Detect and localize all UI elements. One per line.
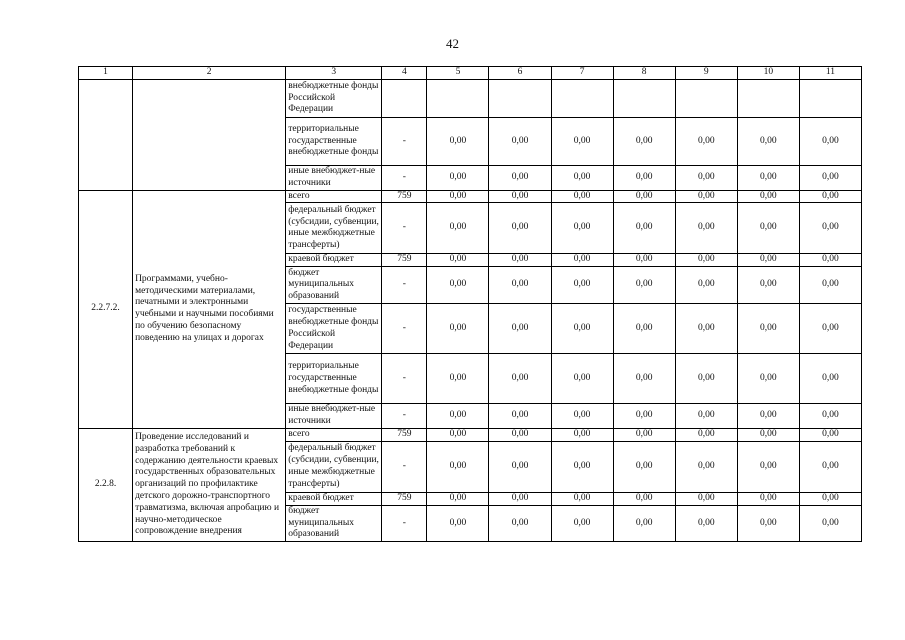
amount-cell: 0,00 bbox=[489, 254, 551, 267]
amount-cell: 0,00 bbox=[737, 492, 799, 505]
amount-cell: 0,00 bbox=[737, 354, 799, 404]
amount-cell: 0,00 bbox=[489, 441, 551, 492]
column-number-5: 5 bbox=[427, 67, 489, 80]
budget-code bbox=[382, 80, 427, 118]
item-number bbox=[79, 80, 133, 191]
amount-cell: 0,00 bbox=[427, 203, 489, 254]
amount-cell: 0,00 bbox=[799, 492, 861, 505]
amount-cell: 0,00 bbox=[551, 404, 613, 429]
budget-code: - bbox=[382, 203, 427, 254]
funding-source: иные внебюджет-ные источники bbox=[286, 404, 382, 429]
budget-code: - bbox=[382, 404, 427, 429]
item-name: Программами, учебно-методическими материалами, печатными и электронными учебными и научными пособиями по обучению безопасному поведению на улицах и дорогах bbox=[133, 190, 286, 428]
amount-cell: 0,00 bbox=[737, 505, 799, 541]
amount-cell: 0,00 bbox=[675, 404, 737, 429]
amount-cell: 0,00 bbox=[613, 492, 675, 505]
amount-cell: 0,00 bbox=[737, 404, 799, 429]
item-number: 2.2.8. bbox=[79, 428, 133, 541]
amount-cell: 0,00 bbox=[613, 118, 675, 166]
item-name bbox=[133, 80, 286, 191]
amount-cell: 0,00 bbox=[427, 354, 489, 404]
amount-cell: 0,00 bbox=[613, 203, 675, 254]
amount-cell: 0,00 bbox=[737, 304, 799, 354]
funding-source: бюджет муниципальных образований bbox=[286, 505, 382, 541]
column-number-7: 7 bbox=[551, 67, 613, 80]
amount-cell: 0,00 bbox=[613, 267, 675, 304]
amount-cell: 0,00 bbox=[613, 254, 675, 267]
table-body bbox=[79, 67, 862, 542]
funding-source: иные внебюджет-ные источники bbox=[286, 166, 382, 191]
amount-cell: 0,00 bbox=[613, 505, 675, 541]
amount-cell bbox=[489, 80, 551, 118]
amount-cell: 0,00 bbox=[675, 190, 737, 203]
amount-cell: 0,00 bbox=[613, 428, 675, 441]
amount-cell bbox=[613, 80, 675, 118]
budget-code: - bbox=[382, 118, 427, 166]
amount-cell: 0,00 bbox=[489, 118, 551, 166]
budget-code: - bbox=[382, 354, 427, 404]
funding-source: бюджет муниципальных образований bbox=[286, 267, 382, 304]
column-number-2: 2 bbox=[133, 67, 286, 80]
amount-cell: 0,00 bbox=[737, 267, 799, 304]
amount-cell: 0,00 bbox=[675, 254, 737, 267]
amount-cell: 0,00 bbox=[675, 267, 737, 304]
funding-source: краевой бюджет bbox=[286, 492, 382, 505]
amount-cell: 0,00 bbox=[675, 505, 737, 541]
amount-cell: 0,00 bbox=[799, 441, 861, 492]
amount-cell: 0,00 bbox=[427, 267, 489, 304]
item-number: 2.2.7.2. bbox=[79, 190, 133, 428]
amount-cell: 0,00 bbox=[737, 118, 799, 166]
budget-code: - bbox=[382, 166, 427, 191]
amount-cell: 0,00 bbox=[799, 166, 861, 191]
amount-cell: 0,00 bbox=[675, 441, 737, 492]
amount-cell: 0,00 bbox=[489, 404, 551, 429]
amount-cell: 0,00 bbox=[489, 190, 551, 203]
column-number-4: 4 bbox=[382, 67, 427, 80]
amount-cell: 0,00 bbox=[799, 118, 861, 166]
amount-cell: 0,00 bbox=[799, 505, 861, 541]
table-row bbox=[79, 428, 862, 441]
amount-cell: 0,00 bbox=[489, 203, 551, 254]
funding-source: федеральный бюджет (субсидии, субвенции, иные межбюджетные трансферты) bbox=[286, 203, 382, 254]
amount-cell: 0,00 bbox=[799, 304, 861, 354]
funding-source: всего bbox=[286, 190, 382, 203]
budget-table bbox=[78, 66, 862, 542]
amount-cell: 0,00 bbox=[737, 166, 799, 191]
amount-cell bbox=[675, 80, 737, 118]
amount-cell: 0,00 bbox=[675, 428, 737, 441]
amount-cell: 0,00 bbox=[613, 441, 675, 492]
amount-cell: 0,00 bbox=[675, 166, 737, 191]
amount-cell: 0,00 bbox=[613, 190, 675, 203]
amount-cell: 0,00 bbox=[675, 492, 737, 505]
amount-cell: 0,00 bbox=[427, 166, 489, 191]
amount-cell: 0,00 bbox=[551, 441, 613, 492]
funding-source: государственные внебюджетные фонды Российской Федерации bbox=[286, 304, 382, 354]
column-number-8: 8 bbox=[613, 67, 675, 80]
amount-cell bbox=[737, 80, 799, 118]
amount-cell: 0,00 bbox=[427, 505, 489, 541]
amount-cell: 0,00 bbox=[427, 404, 489, 429]
amount-cell: 0,00 bbox=[551, 304, 613, 354]
column-number-row bbox=[79, 67, 862, 80]
column-number-1: 1 bbox=[79, 67, 133, 80]
amount-cell: 0,00 bbox=[551, 267, 613, 304]
funding-source: всего bbox=[286, 428, 382, 441]
amount-cell bbox=[551, 80, 613, 118]
amount-cell bbox=[799, 80, 861, 118]
amount-cell: 0,00 bbox=[675, 203, 737, 254]
amount-cell: 0,00 bbox=[551, 354, 613, 404]
amount-cell: 0,00 bbox=[551, 166, 613, 191]
funding-source: федеральный бюджет (субсидии, субвенции, иные межбюджетные трансферты) bbox=[286, 441, 382, 492]
column-number-10: 10 bbox=[737, 67, 799, 80]
amount-cell: 0,00 bbox=[737, 254, 799, 267]
amount-cell: 0,00 bbox=[799, 203, 861, 254]
column-number-11: 11 bbox=[799, 67, 861, 80]
budget-code: 759 bbox=[382, 492, 427, 505]
column-number-6: 6 bbox=[489, 67, 551, 80]
budget-code: 759 bbox=[382, 190, 427, 203]
page-number: 42 bbox=[446, 36, 459, 51]
amount-cell: 0,00 bbox=[737, 203, 799, 254]
amount-cell: 0,00 bbox=[427, 428, 489, 441]
amount-cell: 0,00 bbox=[613, 404, 675, 429]
amount-cell: 0,00 bbox=[799, 190, 861, 203]
amount-cell: 0,00 bbox=[427, 304, 489, 354]
amount-cell: 0,00 bbox=[799, 404, 861, 429]
amount-cell: 0,00 bbox=[551, 190, 613, 203]
amount-cell: 0,00 bbox=[675, 118, 737, 166]
budget-code: - bbox=[382, 441, 427, 492]
amount-cell: 0,00 bbox=[551, 428, 613, 441]
amount-cell: 0,00 bbox=[427, 441, 489, 492]
budget-code: - bbox=[382, 304, 427, 354]
amount-cell: 0,00 bbox=[551, 118, 613, 166]
amount-cell: 0,00 bbox=[613, 304, 675, 354]
amount-cell: 0,00 bbox=[427, 492, 489, 505]
column-number-3: 3 bbox=[286, 67, 382, 80]
amount-cell: 0,00 bbox=[737, 190, 799, 203]
budget-code: - bbox=[382, 505, 427, 541]
amount-cell: 0,00 bbox=[551, 492, 613, 505]
amount-cell bbox=[427, 80, 489, 118]
amount-cell: 0,00 bbox=[551, 505, 613, 541]
amount-cell: 0,00 bbox=[613, 166, 675, 191]
amount-cell: 0,00 bbox=[737, 441, 799, 492]
budget-code: 759 bbox=[382, 428, 427, 441]
amount-cell: 0,00 bbox=[799, 254, 861, 267]
amount-cell: 0,00 bbox=[489, 166, 551, 191]
table-row bbox=[79, 80, 862, 118]
amount-cell: 0,00 bbox=[427, 190, 489, 203]
amount-cell: 0,00 bbox=[675, 354, 737, 404]
funding-source: территориальные государственные внебюджетные фонды bbox=[286, 354, 382, 404]
item-name: Проведение исследований и разработка требований к содержанию деятельности краевых государственных образовательных организаций по профилактике детского дорожно-транспортного травматизма, включая апробацию и научно-методическое сопровождение внедрения bbox=[133, 428, 286, 541]
amount-cell: 0,00 bbox=[489, 354, 551, 404]
amount-cell: 0,00 bbox=[489, 505, 551, 541]
amount-cell: 0,00 bbox=[799, 354, 861, 404]
amount-cell: 0,00 bbox=[489, 304, 551, 354]
amount-cell: 0,00 bbox=[489, 428, 551, 441]
amount-cell: 0,00 bbox=[551, 254, 613, 267]
amount-cell: 0,00 bbox=[427, 254, 489, 267]
amount-cell: 0,00 bbox=[799, 428, 861, 441]
budget-code: - bbox=[382, 267, 427, 304]
funding-source: краевой бюджет bbox=[286, 254, 382, 267]
amount-cell: 0,00 bbox=[489, 267, 551, 304]
amount-cell: 0,00 bbox=[613, 354, 675, 404]
funding-source: территориальные государственные внебюджетные фонды bbox=[286, 118, 382, 166]
budget-code: 759 bbox=[382, 254, 427, 267]
column-number-9: 9 bbox=[675, 67, 737, 80]
amount-cell: 0,00 bbox=[737, 428, 799, 441]
amount-cell: 0,00 bbox=[675, 304, 737, 354]
funding-source: внебюджетные фонды Российской Федерации bbox=[286, 80, 382, 118]
amount-cell: 0,00 bbox=[551, 203, 613, 254]
amount-cell: 0,00 bbox=[799, 267, 861, 304]
table-row bbox=[79, 190, 862, 203]
amount-cell: 0,00 bbox=[427, 118, 489, 166]
amount-cell: 0,00 bbox=[489, 492, 551, 505]
